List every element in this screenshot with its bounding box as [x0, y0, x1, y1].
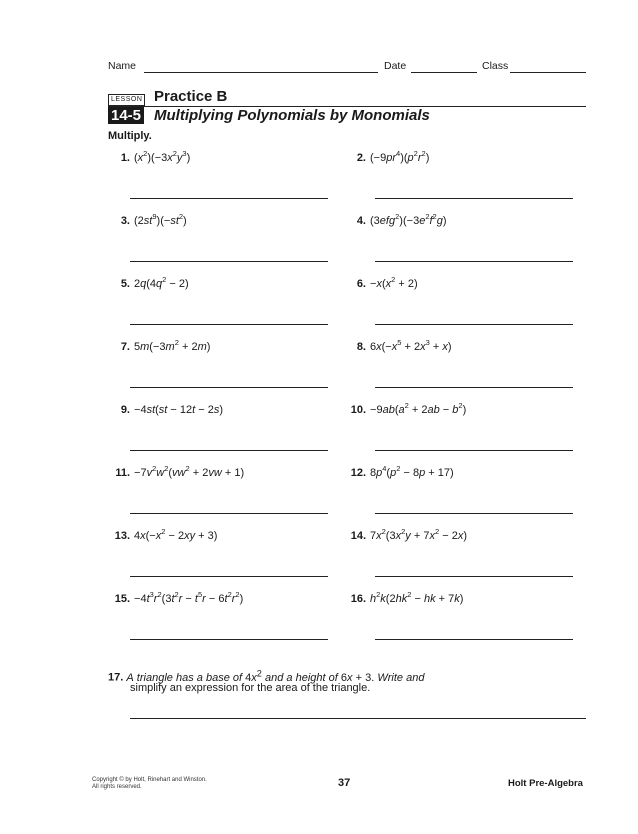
problem-expression: $8p^4(p^2 - 8p + 17)$	[370, 464, 454, 479]
answer-line[interactable]	[130, 261, 328, 262]
problem-expression: $-9ab(a^2 + 2ab - b^2)$	[370, 401, 467, 416]
problem-item	[344, 212, 447, 227]
problem-item	[344, 338, 452, 353]
problem-expression: $-4t^3r^2(3t^2r - t^5r - 6t^2r^2)$	[134, 590, 244, 605]
problem-17-text-line2: simplify an expression for the area of the triangle.	[130, 682, 371, 694]
page-subtitle: Multiplying Polynomials by Monomials	[154, 107, 430, 124]
problem-item	[344, 275, 418, 290]
answer-line[interactable]	[130, 198, 328, 199]
problem-item	[108, 527, 218, 542]
problem-item	[344, 401, 467, 416]
answer-line-17[interactable]	[130, 718, 586, 719]
problem-item	[108, 338, 211, 353]
problem-item	[108, 404, 223, 416]
answer-line[interactable]	[375, 387, 573, 388]
name-field[interactable]	[144, 72, 378, 73]
answer-line[interactable]	[130, 639, 328, 640]
problem-number: 2.	[356, 152, 366, 164]
copyright	[92, 777, 207, 791]
answer-line[interactable]	[375, 513, 573, 514]
problem-expression: $6x(-x^5 + 2x^3 + x)$	[370, 338, 452, 353]
date-label: Date	[384, 60, 407, 72]
problem-expression: −4st(st − 12t − 2s)	[134, 404, 224, 416]
problem-expression: $(x^2)(-3x^2y^3)$	[134, 149, 191, 164]
page-number: 37	[338, 777, 351, 789]
problem-expression: $2q(4q^2 - 2)$	[134, 275, 189, 290]
problem-number: 13.	[114, 530, 130, 542]
problem-item	[108, 275, 189, 290]
problem-item	[344, 527, 467, 542]
problem-number: 4.	[356, 215, 366, 227]
problem-item	[108, 464, 245, 479]
problem-number: 14.	[350, 530, 366, 542]
answer-line[interactable]	[375, 198, 573, 199]
problem-number: 1.	[120, 152, 130, 164]
problem-item	[108, 149, 191, 164]
answer-line[interactable]	[130, 450, 328, 451]
copyright-line2: All rights reserved.	[92, 784, 142, 790]
answer-line[interactable]	[130, 576, 328, 577]
problem-number: 11.	[115, 467, 130, 479]
problem-expression: $-7v^2w^2(vw^2 + 2vw + 1)$	[134, 464, 245, 479]
problem-number: 15.	[114, 593, 130, 605]
answer-line[interactable]	[375, 261, 573, 262]
problem-expression: $5m(-3m^2 + 2m)$	[134, 338, 211, 353]
page-title: Practice B	[154, 88, 228, 105]
problem-expression: $7x^2(3x^2y + 7x^2 - 2x)$	[370, 527, 467, 542]
answer-line[interactable]	[375, 639, 573, 640]
problem-item	[108, 212, 187, 227]
answer-line[interactable]	[375, 324, 573, 325]
problem-item	[344, 464, 454, 479]
directions: Multiply.	[108, 130, 152, 142]
name-label: Name	[108, 60, 137, 72]
problem-number: 8.	[356, 341, 366, 353]
problem-expression: $(2st^9)(-st^2)$	[134, 212, 187, 227]
answer-line[interactable]	[130, 513, 328, 514]
problem-item	[344, 149, 430, 164]
answer-line[interactable]	[375, 576, 573, 577]
book-title: Holt Pre-Algebra	[508, 778, 583, 789]
problem-number: 3.	[120, 215, 130, 227]
problem-number: 6.	[356, 278, 366, 290]
problem-number: 17.	[108, 671, 124, 684]
problem-item	[108, 590, 244, 605]
problem-item	[344, 590, 464, 605]
problem-number: 12.	[350, 467, 366, 479]
problem-expression: $-x(x^2 + 2)$	[370, 275, 418, 290]
answer-line[interactable]	[375, 450, 573, 451]
problem-expression: $4x(-x^2 - 2xy + 3)$	[134, 527, 218, 542]
problem-expression: $h^2k(2hk^2$ − hk + 7k)	[370, 590, 464, 605]
copyright-line1: Copyright © by Holt, Rinehart and Winston.	[92, 777, 207, 783]
problem-number: 10.	[350, 404, 366, 416]
lesson-tag: LESSON	[108, 94, 145, 106]
problem-expression: $(3efg^2)(-3e^2f^2g)$	[370, 212, 447, 227]
problem-number: 16.	[350, 593, 366, 605]
problem-number: 5.	[120, 278, 130, 290]
problem-expression: $(-9pr^4)(p^2r^2)$	[370, 149, 430, 164]
date-field[interactable]	[411, 72, 477, 73]
class-label: Class	[482, 60, 509, 72]
answer-line[interactable]	[130, 324, 328, 325]
lesson-number: 14-5	[108, 107, 144, 124]
answer-line[interactable]	[130, 387, 328, 388]
problem-number: 9.	[120, 404, 130, 416]
class-field[interactable]	[510, 72, 586, 73]
problem-17-text-line1: A triangle has a base of $4x^2$ and a height of 6x + 3. Write and	[126, 668, 425, 684]
problem-number: 7.	[120, 341, 130, 353]
